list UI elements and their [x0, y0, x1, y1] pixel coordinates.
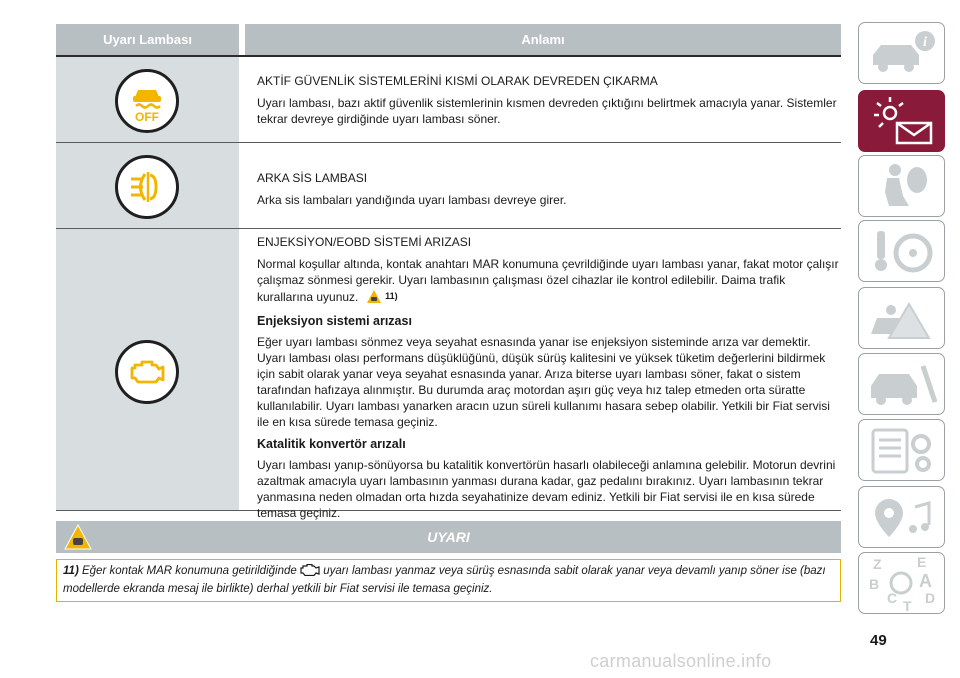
index-letter: E [917, 554, 927, 570]
engine-check-small-icon [300, 564, 320, 581]
note-reference[interactable]: 11) [385, 291, 398, 301]
section-text: Uyarı lambası yanıp-sönüyorsa bu katalitik konvertörün hasarlı olabileceği anlamına gelebilir. Motorun devrini azaltmak amacıyla uyarı lambasının yanması durana kadar, gaz pedalını bırakınız. Uyarı lambasının tekrar yanmasına neden olmadan orta hızda seyahatinize devam ediniz. Yetkili bir Fiat servisi ile en kısa sürede temasa geçiniz. [257, 458, 836, 520]
watermark: carmanualsonline.info [590, 651, 772, 671]
maintenance-icon [859, 354, 945, 415]
row-3-description [257, 234, 842, 527]
warning-text-after: uyarı lambası yanmaz veya sürüş esnasında sabit olarak yanar veya devamlı yanıp söner ise (bazı modellerde ekranda mesaj ile birlikte) derhal yetkili bir Fiat servisi ile temasa geçiniz. [63, 565, 826, 595]
column-header-warning-light: Uyarı Lambası [103, 32, 192, 47]
car-info-icon [859, 23, 945, 84]
index-letter: B [869, 576, 880, 592]
technical-data-icon [859, 420, 945, 481]
warning-title: UYARI [427, 529, 470, 545]
sidebar-item-driving[interactable] [858, 220, 945, 282]
index-letter: D [925, 590, 936, 606]
row-2-description [257, 170, 842, 214]
warning-lights-icon [859, 91, 945, 152]
multimedia-icon [859, 487, 945, 548]
traction-off-warning-icon [115, 69, 179, 133]
row-1-description [257, 73, 842, 133]
safety-airbag-icon [859, 156, 945, 217]
warning-note [56, 559, 841, 602]
warning-ref: 11) [63, 565, 79, 577]
row-text: Normal koşullar altında, kontak anahtarı MAR konumuna çevrildiğinde uyarı lambası yanar, fakat motor çalışır çalışmaz sönmesi gerekir. Uyarı lambasının çalışması özel cihazlar ile kontrol edilebilir. Daima trafik kurallarına uyunuz. [257, 257, 839, 304]
warning-header [56, 521, 841, 553]
driving-icon [859, 221, 945, 282]
index-letter: Z [873, 556, 882, 572]
row-text-container [257, 256, 842, 308]
row-title: AKTİF GÜVENLİK SİSTEMLERİNİ KISMİ OLARAK DEVREDEN ÇIKARMA [257, 74, 658, 88]
sidebar-item-technical-data[interactable] [858, 419, 945, 481]
column-header-meaning: Anlamı [521, 32, 565, 47]
svg-text:i: i [923, 35, 927, 50]
page-number: 49 [870, 632, 887, 649]
sidebar-item-warning-lights[interactable] [858, 90, 945, 152]
sidebar-item-car-info[interactable] [858, 22, 945, 84]
row-title: ARKA SİS LAMBASI [257, 171, 368, 185]
engine-check-icon [115, 340, 179, 404]
sidebar-item-multimedia[interactable] [858, 486, 945, 548]
index-letter: C [887, 590, 898, 606]
emergency-icon [859, 288, 945, 349]
sidebar-item-emergency[interactable] [858, 287, 945, 349]
row-divider [56, 228, 841, 229]
sidebar-item-safety[interactable] [858, 155, 945, 217]
table-header [56, 24, 841, 57]
off-label: OFF [135, 110, 159, 124]
sidebar-item-index[interactable] [858, 552, 945, 614]
row-text: Arka sis lambaları yandığında uyarı lambası devreye girer. [257, 193, 567, 207]
warning-triangle-icon [366, 289, 382, 308]
row-divider [56, 142, 841, 143]
sidebar-item-maintenance[interactable] [858, 353, 945, 415]
row-title: ENJEKSİYON/EOBD SİSTEMİ ARIZASI [257, 235, 472, 249]
row-text: Uyarı lambası, bazı aktif güvenlik sistemlerinin kısmen devreden çıktığını belirtmek amacıyla yanar. Sistemler tekrar devreye girdiğinde uyarı lambası söner. [257, 96, 837, 126]
section-heading: Enjeksiyon sistemi arızası [257, 314, 412, 328]
index-icon [859, 553, 945, 614]
rear-fog-lamp-icon [115, 155, 179, 219]
index-letter: T [903, 598, 912, 614]
section-text: Eğer uyarı lambası sönmez veya seyahat esnasında yanar ise enjeksiyon sisteminde arıza var demektir. Uyarı lambası olası performans düşüklüğünü, düşük sürüş kalitesini ve yüksek tüketim değerlerini bildirmek için sabit olarak yanar veya seyahat esnasında yanar. Arıza biterse uyarı lambası söner, fakat o sistem tarafından hafızaya alınmıştır. Bu durumda araç motordan aşırı güç veya hız talep etmeden orta süratte kullanılabilir. Uyarı lambası yanarken aracın uzun süreli kullanımı hasara sebep olabilir. Yetkili bir Fiat servisi ile en kısa sürede temasa geçiniz. [257, 335, 830, 429]
index-letter: A [919, 571, 932, 591]
warning-text-before: Eğer kontak MAR konumuna getirildiğinde [81, 565, 297, 577]
section-heading: Katalitik konvertör arızalı [257, 437, 406, 451]
